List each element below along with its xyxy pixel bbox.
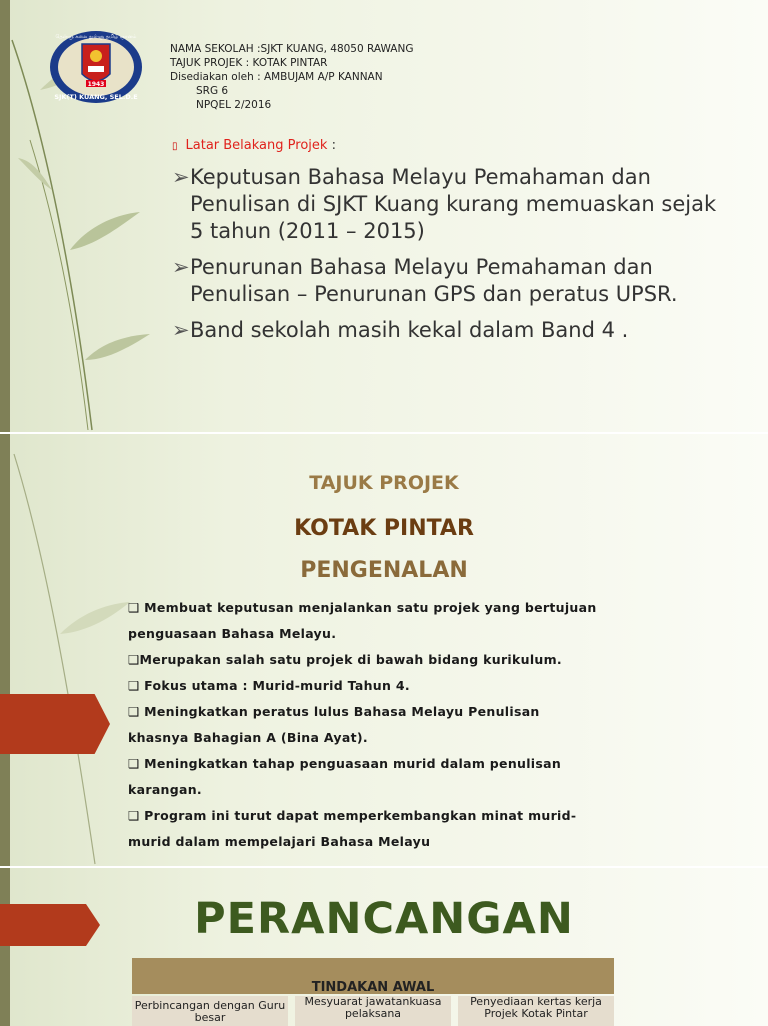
bullet-text: Penurunan Bahasa Melayu Pemahaman dan Penulisan – Penurunan GPS dan peratus UPSR. <box>190 255 678 306</box>
intro-line: penguasaan Bahasa Melayu. <box>128 626 337 641</box>
perancangan-title: PERANCANGAN <box>194 894 574 944</box>
left-bar <box>0 868 10 1026</box>
arrow-bullet-icon: ➢ <box>172 165 190 189</box>
intro-line: ❑Merupakan salah satu projek di bawah bidang kurikulum. <box>128 652 562 667</box>
planning-table <box>132 958 614 1026</box>
intro-line: ❑ Fokus utama : Murid-murid Tahun 4. <box>128 678 410 693</box>
bullet-square-icon: ▯ <box>172 141 178 152</box>
pengenalan-heading: PENGENALAN <box>300 558 468 583</box>
logo-bottom-text: SJK(T) KUANG, SEL.D.E <box>54 93 138 101</box>
srg-label: SRG 6 <box>196 85 229 97</box>
bullet-item <box>172 164 732 245</box>
intro-line: ❑ Meningkatkan tahap penguasaan murid dalam penulisan <box>128 756 562 771</box>
intro-line: murid dalam mempelajari Bahasa Melayu <box>128 834 431 849</box>
intro-line: khasnya Bahagian A (Bina Ayat). <box>128 730 368 745</box>
bullet-item <box>172 254 732 308</box>
project-meta <box>170 42 413 112</box>
intro-line: ❑ Meningkatkan peratus lulus Bahasa Melayu Penulisan <box>128 704 540 719</box>
decorative-vines <box>0 434 200 866</box>
school-name: NAMA SEKOLAH :SJKT KUANG, 48050 RAWANG <box>170 43 414 55</box>
kotak-heading: KOTAK PINTAR <box>294 516 474 541</box>
slide-2 <box>0 434 768 866</box>
logo-top-text: தெள்ளு கலை துள்ளு தமிழ் ஞானம் <box>55 34 137 40</box>
intro-line: ❑ Program ini turut dapat memperkembangkan minat murid- <box>128 808 577 823</box>
arrow-bullet-icon: ➢ <box>172 255 190 279</box>
intro-line: ❑ Membuat keputusan menjalankan satu projek yang bertujuan <box>128 600 597 615</box>
arrow-bullet-icon: ➢ <box>172 318 190 342</box>
project-title: TAJUK PROJEK : KOTAK PINTAR <box>170 57 328 69</box>
table-cell: Perbincangan dengan Guru besar <box>132 996 288 1026</box>
latar-colon: : <box>331 138 336 153</box>
bullet-text: Keputusan Bahasa Melayu Pemahaman dan Penulisan di SJKT Kuang kurang memuaskan sejak 5 tahun (2011 – 2015) <box>190 165 717 243</box>
logo-year: 1943 <box>87 81 105 88</box>
arrow-shape-icon <box>0 694 110 754</box>
bullet-item <box>172 317 732 344</box>
latar-label: Latar Belakang Projek <box>185 138 328 153</box>
prepared-by: Disediakan oleh : AMBUJAM A/P KANNAN <box>170 71 383 83</box>
table-header: TINDAKAN AWAL <box>132 958 614 994</box>
bullet-text: Band sekolah masih kekal dalam Band 4 . <box>190 318 629 342</box>
table-cell: Penyediaan kertas kerja Projek Kotak Pintar <box>458 996 614 1026</box>
slide-3 <box>0 868 768 1026</box>
school-logo <box>48 30 144 104</box>
intro-line: karangan. <box>128 782 202 797</box>
latar-belakang-heading <box>172 138 336 153</box>
slide-1 <box>0 0 768 432</box>
tajuk-heading: TAJUK PROJEK <box>309 472 459 494</box>
npqel-label: NPQEL 2/2016 <box>196 99 272 111</box>
table-cell: Mesyuarat jawatankuasa pelaksana <box>295 996 451 1026</box>
